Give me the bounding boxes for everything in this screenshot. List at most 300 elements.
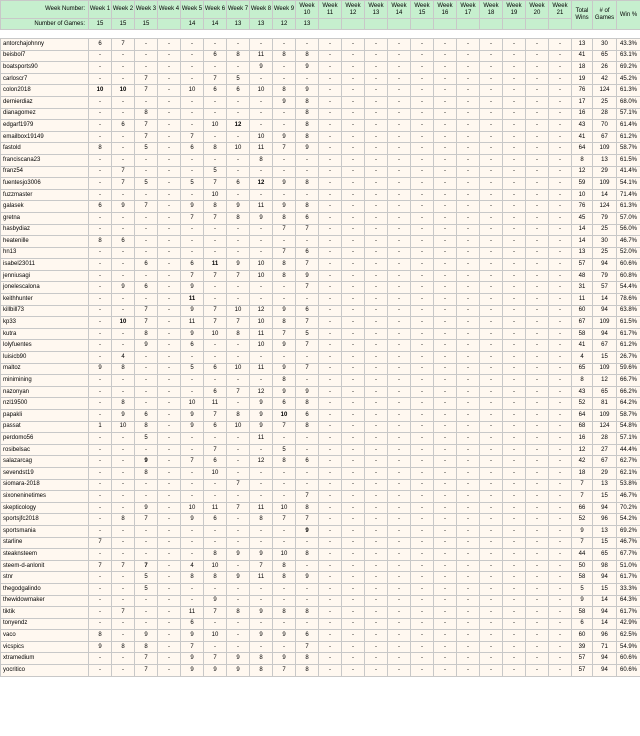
- week-wins-cell: -: [503, 166, 526, 178]
- week-wins-cell: -: [319, 641, 342, 653]
- week-wins-cell: -: [112, 108, 135, 120]
- week-wins-cell: -: [89, 514, 112, 526]
- total-wins-cell: 57: [572, 665, 593, 677]
- week-wins-cell: -: [434, 85, 457, 97]
- week-wins-cell: -: [434, 549, 457, 561]
- week-wins-cell: 9: [135, 340, 158, 352]
- week-wins-cell: -: [319, 514, 342, 526]
- week-wins-cell: 7: [273, 328, 296, 340]
- week-wins-cell: -: [457, 50, 480, 62]
- week-wins-cell: -: [503, 201, 526, 213]
- week-wins-cell: -: [526, 607, 549, 619]
- week-wins-cell: -: [112, 537, 135, 549]
- week-wins-cell: -: [526, 189, 549, 201]
- week-wins-cell: -: [204, 375, 227, 387]
- week-wins-cell: -: [273, 154, 296, 166]
- week-wins-cell: -: [457, 131, 480, 143]
- week-wins-cell: -: [480, 143, 503, 155]
- week-wins-cell: -: [411, 537, 434, 549]
- table-row: [1, 560, 640, 572]
- week-wins-cell: -: [434, 62, 457, 74]
- week-wins-cell: 6: [296, 305, 319, 317]
- week-wins-cell: 7: [89, 560, 112, 572]
- week-wins-cell: -: [89, 352, 112, 364]
- week-wins-cell: 12: [250, 456, 273, 468]
- week-wins-cell: -: [181, 236, 204, 248]
- week-wins-cell: -: [503, 352, 526, 364]
- week-wins-cell: -: [526, 85, 549, 97]
- week-wins-cell: -: [549, 595, 572, 607]
- week-wins-cell: -: [227, 108, 250, 120]
- week-wins-cell: -: [273, 39, 296, 51]
- week-wins-cell: -: [480, 259, 503, 271]
- week-wins-cell: -: [342, 294, 365, 306]
- week-wins-cell: -: [342, 398, 365, 410]
- week-wins-cell: -: [319, 398, 342, 410]
- week-wins-cell: -: [112, 572, 135, 584]
- week-wins-cell: -: [480, 363, 503, 375]
- week-wins-cell: 7: [135, 201, 158, 213]
- week-wins-cell: -: [549, 340, 572, 352]
- player-name: boatsports90: [1, 62, 89, 74]
- week-wins-cell: -: [342, 479, 365, 491]
- week-wins-cell: -: [342, 247, 365, 259]
- week-wins-cell: 6: [89, 201, 112, 213]
- num-games-cell: 14: [593, 618, 617, 630]
- week-games-count: 15: [112, 19, 135, 30]
- number-of-games-label: Number of Games:: [1, 19, 89, 30]
- win-pct-cell: 69.2%: [617, 525, 640, 537]
- num-games-header: # of Games: [593, 1, 617, 30]
- week-wins-cell: -: [526, 73, 549, 85]
- week-wins-cell: -: [342, 514, 365, 526]
- week-wins-cell: -: [526, 154, 549, 166]
- week-wins-cell: -: [411, 131, 434, 143]
- week-wins-cell: -: [480, 630, 503, 642]
- week-wins-cell: -: [480, 525, 503, 537]
- total-wins-cell: 12: [572, 166, 593, 178]
- week-header: Week 3: [135, 1, 158, 19]
- week-wins-cell: -: [250, 39, 273, 51]
- week-wins-cell: -: [89, 618, 112, 630]
- week-wins-cell: 9: [135, 456, 158, 468]
- total-wins-cell: 42: [572, 456, 593, 468]
- week-wins-cell: -: [273, 282, 296, 294]
- week-wins-cell: -: [135, 270, 158, 282]
- week-wins-cell: -: [158, 525, 181, 537]
- win-pct-cell: 62.7%: [617, 456, 640, 468]
- week-wins-cell: -: [411, 120, 434, 132]
- week-wins-cell: -: [89, 73, 112, 85]
- week-wins-cell: 7: [204, 444, 227, 456]
- week-wins-cell: -: [503, 282, 526, 294]
- week-wins-cell: -: [89, 444, 112, 456]
- week-wins-cell: -: [273, 525, 296, 537]
- week-wins-cell: -: [411, 143, 434, 155]
- week-header: Week 17: [457, 1, 480, 19]
- week-wins-cell: -: [411, 236, 434, 248]
- week-wins-cell: -: [296, 73, 319, 85]
- week-wins-cell: 6: [112, 236, 135, 248]
- week-wins-cell: -: [480, 317, 503, 329]
- week-wins-cell: 12: [250, 178, 273, 190]
- week-wins-cell: -: [388, 433, 411, 445]
- week-wins-cell: -: [112, 479, 135, 491]
- week-wins-cell: -: [480, 178, 503, 190]
- table-row: [1, 467, 640, 479]
- week-wins-cell: 8: [273, 607, 296, 619]
- week-wins-cell: -: [112, 444, 135, 456]
- week-wins-cell: -: [158, 178, 181, 190]
- week-wins-cell: -: [135, 479, 158, 491]
- week-wins-cell: 5: [135, 143, 158, 155]
- week-wins-cell: -: [158, 398, 181, 410]
- week-wins-cell: -: [503, 549, 526, 561]
- week-wins-cell: -: [388, 166, 411, 178]
- week-wins-cell: -: [411, 363, 434, 375]
- num-games-cell: 27: [593, 444, 617, 456]
- player-name: starline: [1, 537, 89, 549]
- week-wins-cell: -: [526, 641, 549, 653]
- week-wins-cell: -: [319, 39, 342, 51]
- table-row: [1, 421, 640, 433]
- week-wins-cell: -: [388, 398, 411, 410]
- week-wins-cell: -: [549, 294, 572, 306]
- week-wins-cell: -: [227, 433, 250, 445]
- win-pct-cell: 45.2%: [617, 73, 640, 85]
- week-wins-cell: -: [434, 491, 457, 503]
- week-wins-cell: -: [319, 386, 342, 398]
- week-wins-cell: 9: [227, 653, 250, 665]
- week-wins-cell: -: [181, 154, 204, 166]
- week-wins-cell: -: [204, 641, 227, 653]
- spacer-cell: [572, 30, 593, 39]
- week-wins-cell: -: [434, 317, 457, 329]
- week-wins-cell: -: [411, 595, 434, 607]
- spacer-cell: [273, 30, 296, 39]
- week-wins-cell: -: [503, 363, 526, 375]
- week-wins-cell: -: [112, 583, 135, 595]
- player-name: perdomo56: [1, 433, 89, 445]
- week-wins-cell: -: [342, 166, 365, 178]
- week-wins-cell: -: [319, 178, 342, 190]
- week-wins-cell: -: [434, 595, 457, 607]
- week-wins-cell: -: [342, 317, 365, 329]
- week-wins-cell: -: [365, 491, 388, 503]
- week-wins-cell: 7: [296, 259, 319, 271]
- week-wins-cell: -: [388, 583, 411, 595]
- total-wins-cell: 14: [572, 236, 593, 248]
- week-wins-cell: -: [411, 433, 434, 445]
- week-wins-cell: -: [480, 665, 503, 677]
- week-wins-cell: -: [319, 166, 342, 178]
- week-wins-cell: -: [457, 96, 480, 108]
- total-wins-cell: 58: [572, 572, 593, 584]
- win-pct-cell: 57.0%: [617, 212, 640, 224]
- week-wins-cell: -: [181, 62, 204, 74]
- week-wins-cell: 10: [273, 502, 296, 514]
- week-wins-cell: -: [89, 502, 112, 514]
- week-wins-cell: -: [158, 201, 181, 213]
- week-wins-cell: -: [388, 352, 411, 364]
- total-wins-cell: 7: [572, 479, 593, 491]
- week-wins-cell: -: [388, 595, 411, 607]
- week-wins-cell: -: [342, 549, 365, 561]
- week-wins-cell: -: [365, 259, 388, 271]
- week-wins-cell: -: [89, 572, 112, 584]
- week-wins-cell: -: [434, 444, 457, 456]
- total-wins-cell: 4: [572, 352, 593, 364]
- week-wins-cell: -: [227, 294, 250, 306]
- num-games-cell: 57: [593, 282, 617, 294]
- week-wins-cell: -: [112, 386, 135, 398]
- week-wins-cell: -: [434, 653, 457, 665]
- player-name: dianagomez: [1, 108, 89, 120]
- win-pct-cell: 64.3%: [617, 595, 640, 607]
- week-wins-cell: -: [158, 491, 181, 503]
- week-wins-cell: -: [457, 560, 480, 572]
- week-wins-cell: -: [549, 143, 572, 155]
- week-wins-cell: -: [549, 224, 572, 236]
- table-row: [1, 502, 640, 514]
- week-wins-cell: 7: [204, 317, 227, 329]
- table-row: [1, 317, 640, 329]
- week-wins-cell: -: [549, 108, 572, 120]
- week-wins-cell: -: [388, 410, 411, 422]
- total-wins-cell: 7: [572, 491, 593, 503]
- week-wins-cell: -: [457, 154, 480, 166]
- week-wins-cell: -: [434, 572, 457, 584]
- week-wins-cell: -: [365, 595, 388, 607]
- week-wins-cell: -: [181, 39, 204, 51]
- week-wins-cell: 8: [204, 549, 227, 561]
- week-wins-cell: -: [319, 328, 342, 340]
- week-wins-cell: -: [181, 375, 204, 387]
- week-wins-cell: -: [388, 96, 411, 108]
- week-wins-cell: -: [181, 595, 204, 607]
- week-wins-cell: -: [457, 653, 480, 665]
- player-name: fuentesjo3006: [1, 178, 89, 190]
- player-name: luisicb90: [1, 352, 89, 364]
- week-wins-cell: -: [89, 224, 112, 236]
- week-wins-cell: -: [365, 607, 388, 619]
- week-wins-cell: 10: [204, 328, 227, 340]
- win-pct-cell: 63.8%: [617, 305, 640, 317]
- week-wins-cell: -: [342, 352, 365, 364]
- week-wins-cell: -: [434, 282, 457, 294]
- week-wins-cell: -: [526, 236, 549, 248]
- week-wins-cell: -: [365, 154, 388, 166]
- table-row: [1, 236, 640, 248]
- week-wins-cell: -: [89, 491, 112, 503]
- week-wins-cell: -: [457, 259, 480, 271]
- week-wins-cell: -: [411, 189, 434, 201]
- player-name: isabel23011: [1, 259, 89, 271]
- week-wins-cell: -: [549, 479, 572, 491]
- week-wins-cell: -: [457, 375, 480, 387]
- week-wins-cell: -: [549, 502, 572, 514]
- week-wins-cell: -: [526, 131, 549, 143]
- week-wins-cell: -: [388, 108, 411, 120]
- num-games-cell: 94: [593, 665, 617, 677]
- week-wins-cell: -: [342, 282, 365, 294]
- week-wins-cell: -: [526, 583, 549, 595]
- week-wins-cell: 7: [135, 131, 158, 143]
- num-games-cell: 109: [593, 178, 617, 190]
- week-wins-cell: -: [549, 317, 572, 329]
- num-games-cell: 70: [593, 120, 617, 132]
- week-wins-cell: -: [549, 386, 572, 398]
- week-wins-cell: 10: [112, 85, 135, 97]
- week-wins-cell: -: [319, 607, 342, 619]
- week-wins-cell: -: [549, 641, 572, 653]
- week-wins-cell: -: [480, 653, 503, 665]
- week-wins-cell: 8: [204, 201, 227, 213]
- win-pct-cell: 69.2%: [617, 62, 640, 74]
- week-wins-cell: -: [319, 143, 342, 155]
- win-pct-cell: 54.4%: [617, 282, 640, 294]
- week-wins-cell: -: [158, 282, 181, 294]
- week-wins-cell: -: [388, 282, 411, 294]
- week-wins-cell: -: [158, 375, 181, 387]
- week-wins-cell: -: [365, 317, 388, 329]
- week-wins-cell: -: [549, 421, 572, 433]
- week-header: Week 1: [89, 1, 112, 19]
- spacer-cell: [388, 30, 411, 39]
- week-wins-cell: -: [434, 514, 457, 526]
- week-wins-cell: -: [365, 572, 388, 584]
- week-wins-cell: 9: [89, 363, 112, 375]
- week-wins-cell: -: [112, 259, 135, 271]
- week-wins-cell: -: [342, 630, 365, 642]
- total-wins-cell: 50: [572, 560, 593, 572]
- week-wins-cell: -: [549, 50, 572, 62]
- week-wins-cell: -: [480, 282, 503, 294]
- week-wins-cell: -: [434, 618, 457, 630]
- week-wins-cell: -: [549, 73, 572, 85]
- week-wins-cell: -: [411, 328, 434, 340]
- table-row: [1, 62, 640, 74]
- week-wins-cell: -: [204, 583, 227, 595]
- week-games-count: [434, 19, 457, 30]
- week-wins-cell: -: [296, 467, 319, 479]
- week-wins-cell: -: [526, 467, 549, 479]
- week-wins-cell: -: [319, 62, 342, 74]
- week-wins-cell: -: [158, 39, 181, 51]
- week-wins-cell: -: [365, 270, 388, 282]
- week-wins-cell: -: [526, 143, 549, 155]
- week-wins-cell: -: [181, 444, 204, 456]
- week-wins-cell: -: [135, 294, 158, 306]
- player-name: skepticology: [1, 502, 89, 514]
- week-wins-cell: -: [434, 340, 457, 352]
- week-wins-cell: -: [296, 39, 319, 51]
- week-wins-cell: -: [135, 386, 158, 398]
- week-wins-cell: -: [526, 39, 549, 51]
- week-wins-cell: -: [342, 456, 365, 468]
- week-wins-cell: -: [526, 665, 549, 677]
- num-games-cell: 15: [593, 537, 617, 549]
- week-header: Week 7: [227, 1, 250, 19]
- week-wins-cell: 8: [296, 607, 319, 619]
- week-wins-cell: -: [135, 39, 158, 51]
- player-name: killbill73: [1, 305, 89, 317]
- week-wins-cell: -: [457, 224, 480, 236]
- week-wins-cell: -: [388, 340, 411, 352]
- week-wins-cell: -: [158, 410, 181, 422]
- week-games-count: 13: [250, 19, 273, 30]
- total-wins-cell: 7: [572, 537, 593, 549]
- week-wins-cell: 7: [250, 560, 273, 572]
- week-wins-cell: -: [457, 467, 480, 479]
- total-wins-cell: 16: [572, 433, 593, 445]
- week-wins-cell: -: [112, 62, 135, 74]
- week-wins-cell: -: [549, 352, 572, 364]
- week-wins-cell: -: [227, 39, 250, 51]
- table-row: [1, 641, 640, 653]
- table-row: [1, 410, 640, 422]
- week-wins-cell: -: [388, 305, 411, 317]
- week-wins-cell: -: [526, 224, 549, 236]
- week-wins-cell: -: [480, 467, 503, 479]
- week-wins-cell: -: [434, 665, 457, 677]
- week-wins-cell: -: [503, 328, 526, 340]
- week-wins-cell: 7: [227, 386, 250, 398]
- week-wins-cell: 7: [204, 305, 227, 317]
- week-wins-cell: 9: [181, 328, 204, 340]
- win-pct-cell: 46.7%: [617, 236, 640, 248]
- week-wins-cell: -: [411, 549, 434, 561]
- week-wins-cell: 6: [204, 386, 227, 398]
- week-wins-cell: -: [549, 305, 572, 317]
- week-wins-cell: -: [158, 85, 181, 97]
- week-wins-cell: -: [549, 259, 572, 271]
- week-wins-cell: -: [204, 224, 227, 236]
- week-wins-cell: -: [227, 398, 250, 410]
- week-wins-cell: 9: [296, 85, 319, 97]
- week-wins-cell: -: [411, 96, 434, 108]
- week-wins-cell: 6: [181, 259, 204, 271]
- week-wins-cell: -: [273, 641, 296, 653]
- week-wins-cell: -: [89, 607, 112, 619]
- week-wins-cell: -: [526, 328, 549, 340]
- week-wins-cell: -: [503, 607, 526, 619]
- total-wins-cell: 44: [572, 549, 593, 561]
- week-wins-cell: -: [227, 537, 250, 549]
- week-wins-cell: -: [296, 375, 319, 387]
- num-games-cell: 124: [593, 201, 617, 213]
- week-wins-cell: -: [158, 502, 181, 514]
- total-wins-cell: 45: [572, 212, 593, 224]
- total-wins-cell: 18: [572, 62, 593, 74]
- week-wins-cell: 10: [250, 131, 273, 143]
- week-wins-cell: 9: [273, 630, 296, 642]
- week-wins-cell: 8: [135, 641, 158, 653]
- week-wins-cell: -: [204, 352, 227, 364]
- week-wins-cell: -: [480, 108, 503, 120]
- week-wins-cell: -: [204, 537, 227, 549]
- week-wins-cell: -: [89, 305, 112, 317]
- week-wins-cell: -: [457, 39, 480, 51]
- week-wins-cell: -: [158, 572, 181, 584]
- week-wins-cell: -: [388, 178, 411, 190]
- week-wins-cell: -: [411, 479, 434, 491]
- week-wins-cell: 9: [227, 201, 250, 213]
- week-wins-cell: -: [411, 73, 434, 85]
- week-wins-cell: -: [112, 270, 135, 282]
- week-wins-cell: -: [319, 583, 342, 595]
- week-wins-cell: 8: [273, 375, 296, 387]
